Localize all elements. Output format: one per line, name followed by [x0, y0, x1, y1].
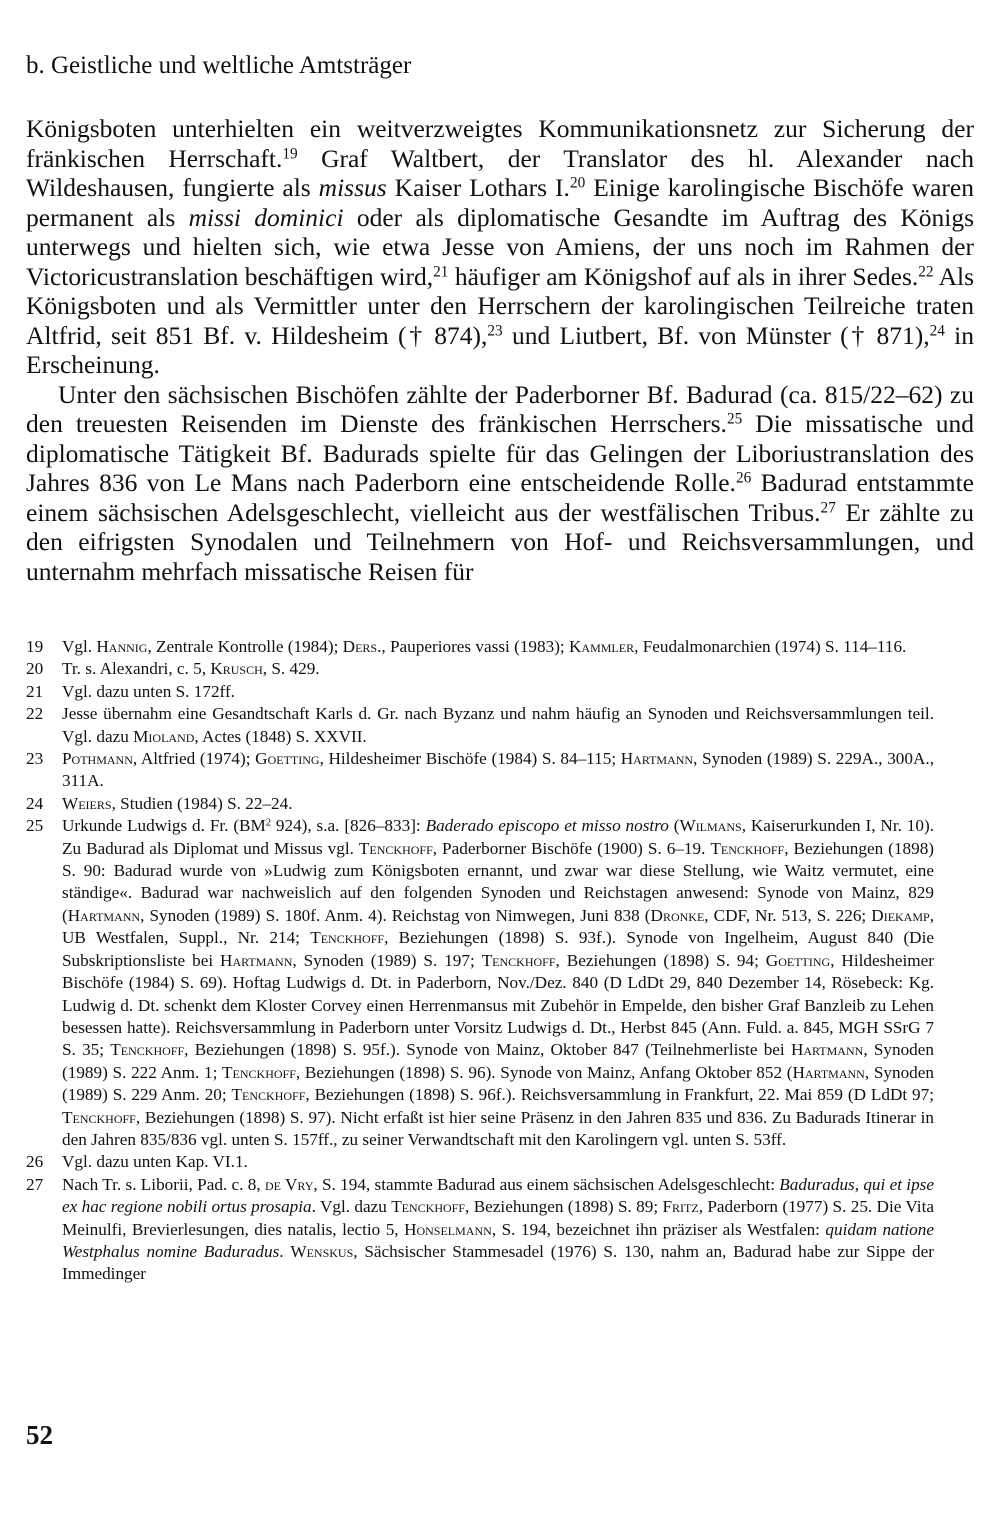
text-segment: Kaiser Lothars I. [386, 173, 570, 202]
footnote-ref-20[interactable]: 20 [569, 174, 586, 192]
footnote-ref-21[interactable]: 21 [433, 263, 449, 281]
author-name: Wenskus [290, 1241, 354, 1261]
footnote-ref-26[interactable]: 26 [735, 469, 752, 487]
footnote-20 [26, 658, 934, 680]
paragraph-1 [26, 114, 974, 380]
author-name: de Vry [264, 1174, 314, 1194]
author-name: Fritz [662, 1197, 699, 1217]
author-name: Tenckhoff [481, 950, 556, 970]
footnote-19 [26, 636, 934, 658]
text-segment: Die missatische und diplomatische Tätigkeit Bf. Badurads spielte für das Gelingen der Liboriustranslation des Jahres 836 von Le Mans nach Paderborn eine entscheidende Rolle. [26, 409, 974, 497]
main-text [26, 114, 974, 586]
author-name: Dronke [650, 905, 705, 925]
italic-term: missus [318, 173, 387, 202]
text-segment: in Erscheinung. [26, 320, 974, 379]
footnote-ref-19[interactable]: 19 [282, 145, 298, 163]
footnote-22 [26, 703, 934, 748]
author-name: Tenckhoff [310, 928, 385, 948]
text-segment: häufiger am Königshof auf als in ihrer Sedes. [448, 261, 919, 291]
footnote-text: Weiers, Studien (1984) S. 22–24. [62, 793, 293, 813]
footnote-number: 20 [26, 659, 44, 679]
footnote-text: Vgl. Hannig, Zentrale Kontrolle (1984); Ders., Pauperiores vassi (1983); Kammler, Feudalmonarchien (1974) S. 114–116. [62, 637, 907, 656]
paragraph-2 [26, 380, 974, 587]
text-segment: Badurad entstammte einem sächsischen Adelsgeschlecht, vielleicht aus der westfälischen Tribus. [26, 468, 974, 527]
footnote-26 [26, 1151, 934, 1173]
footnote-ref-22[interactable]: 22 [918, 263, 934, 281]
footnote-number: 26 [26, 1152, 44, 1172]
text-segment: Einige karolingische Bischöfe waren permanent als [26, 173, 974, 232]
footnote-25 [26, 815, 934, 1151]
author-name: Mioland [133, 726, 195, 746]
section-heading: b. Geistliche und weltliche Amtsträger [26, 52, 412, 79]
footnote-27 [26, 1174, 934, 1286]
author-name: Hartmann [67, 905, 141, 925]
author-name: Goetting [255, 749, 320, 769]
footnote-text: Urkunde Ludwigs d. Fr. ($BM^2$ 924), s.a. [826–833]: Baderado episcopo et misso nostro (Wilmans, Kaiserurkunden I, Nr. 10). Zu Badurad als Diplomat und Missus vgl. Tenckhoff, Paderborner Bischöfe (1900) S. 6–19. Tenckhoff, Beziehungen (1898) S. 90: Badurad wurde von »Ludwig zum Königsboten ernannt, und zwar war diese Stellung, wie Waitz vermutet, eine ständige«. Badurad war nachweislich auf den folgenden Synoden und Reichstagen anwesend: Synode von Mainz, 829 (Hartmann, Synoden (1989) S. 180f. Anm. 4). Reichstag von Nimwegen, Juni 838 (Dronke, CDF, Nr. 513, S. 226; Diekamp, UB Westfalen, Suppl., Nr. 214; Tenckhoff, Beziehungen (1898) S. 93f.). Synode von Ingelheim, August 840 (Die Subskriptionsliste bei Hartmann, Synoden (1989) S. 197; Tenckhoff, Beziehungen (1898) S. 94; Goetting, Hildesheimer Bischöfe (1984) S. 69). Hoftag Ludwigs d. Dt. in Paderborn, Nov./Dez. 840 (D LdDt 29, 840 Dezember 14, Rösebeck: Kg. Ludwig d. Dt. schenkt dem Kloster Corvey einen Herrenmansus mit Zubehör in Empelde, den bisher Graf Banzleib zu Lehen besessen hatte). Reichsversammlung in Paderborn unter Vorsitz Ludwigs d. Dt., Herbst 845 (Ann. Fuld. a. 845, MGH SSrG 7 S. 35; Tenckhoff, Beziehungen (1898) S. 95f.). Synode von Mainz, Oktober 847 (Teilnehmerliste bei Hartmann, Synoden (1989) S. 222 Anm. 1; Tenckhoff, Beziehungen (1898) S. 96). Synode von Mainz, Anfang Oktober 852 (Hartmann, Synoden (1989) S. 229 Anm. 20; Tenckhoff, Beziehungen (1898) S. 96f.). Reichsversammlung in Frankfurt, 22. Mai 859 (D LdDt 97; Tenckhoff, Beziehungen (1898) S. 97). Nicht erfaßt ist hier seine Präsenz in den Jahren 835 und 836. Zu Badurads Itinerar in den Jahren 835/836 vgl. unten S. 157ff., zu seiner Verwandtschaft mit den Karolingern vgl. unten S. 53ff. [62, 816, 935, 1149]
footnote-number: 23 [26, 749, 44, 769]
text-segment: Unter den sächsischen Bischöfen zählte der Paderborner Bf. Badurad (ca. 815/22–62) zu den treuesten Reisenden im Dienste des fränkischen Herrschers. [26, 379, 974, 438]
footnote-text: Pothmann, Altfried (1974); Goetting, Hildesheimer Bischöfe (1984) S. 84–115; Hartmann, Synoden (1989) S. 229A., 300A., 311A. [62, 749, 934, 791]
italic-term: missi dominici [188, 202, 344, 232]
latin-quote: quidam natione Westphalus nomine Baduradus [62, 1219, 934, 1261]
footnote-number: 24 [26, 793, 44, 813]
author-name: Diekamp [871, 905, 930, 925]
footnote-number: 22 [26, 704, 44, 724]
latin-quote: Baduradus, qui et ipse ex hac regione nobili ortus prosapia [62, 1174, 934, 1217]
author-name: Hartmann [792, 1062, 865, 1082]
footnote-text: Vgl. dazu unten Kap. VI.1. [62, 1152, 248, 1172]
footnote-text: Vgl. dazu unten S. 172ff. [62, 681, 235, 701]
author-name: Pothmann [62, 749, 133, 769]
author-name: Tenckhoff [62, 1107, 136, 1127]
author-name: Tenckhoff [231, 1085, 306, 1105]
text-segment: Graf Waltbert, der Translator des hl. Alexander nach Wildeshausen, fungierte als [26, 143, 974, 202]
author-name: Tenckhoff [358, 838, 433, 858]
author-name: Weiers [62, 793, 112, 813]
footnote-number: 27 [26, 1174, 44, 1194]
author-name: Ders. [342, 637, 382, 656]
text-segment: Königsboten unterhielten ein weitverzweigtes Kommunikationsnetz zur Sicherung der fränkischen Herrschaft. [26, 114, 974, 173]
author-name: Kammler [569, 637, 635, 656]
footnote-number: 25 [26, 816, 44, 836]
author-name: Tenckhoff [222, 1062, 296, 1082]
text-segment: und Liutbert, Bf. von Münster († 871), [502, 320, 930, 350]
footnote-text: Jesse übernahm eine Gesandtschaft Karls d. Gr. nach Byzanz und nahm häufig an Synoden und Reichsversammlungen teil. Vgl. dazu Mioland, Actes (1848) S. XXVII. [62, 704, 934, 746]
author-name: Goetting [765, 950, 831, 970]
footnote-text: Tr. s. Alexandri, c. 5, Krusch, S. 429. [62, 659, 320, 679]
footnotes [26, 636, 934, 1286]
author-name: Wilmans [679, 816, 742, 836]
author-name: Hartmann [790, 1040, 864, 1060]
footnote-ref-25[interactable]: 25 [726, 410, 743, 428]
footnote-23 [26, 748, 934, 793]
author-name: Honselmann [404, 1219, 492, 1239]
text-segment: oder als diplomatische Gesandte im Auftrag des Königs unterwegs und hielten sich, wie etwa Jesse von Amiens, der uns noch im Rahmen der Victoricustranslation beschäftigen wird, [26, 202, 975, 291]
footnote-ref-24[interactable]: 24 [929, 322, 945, 340]
author-name: Tenckhoff [710, 838, 785, 858]
author-name: Tenckhoff [391, 1197, 466, 1217]
text-segment: Er zählte zu den eifrigsten Synodalen und Teilnehmern von Hof- und Reichsversammlungen, und unternahm mehrfach missatische Reisen für [26, 497, 974, 586]
text-segment: Als Königsboten und als Vermittler unter den Herrschern der karolingischen Teilreiche traten Altfrid, seit 851 Bf. v. Hildesheim († 874), [26, 261, 974, 350]
latin-quote: Baderado episcopo et misso nostro [425, 816, 669, 836]
author-name: Hartmann [620, 749, 694, 769]
author-name: Tenckhoff [110, 1040, 185, 1060]
footnote-24 [26, 793, 934, 815]
page-number: 52 [26, 1420, 53, 1450]
footnote-number: 19 [26, 637, 44, 656]
author-name: Hannig [96, 637, 148, 656]
footnote-21 [26, 681, 934, 703]
footnote-ref-23[interactable]: 23 [487, 322, 503, 340]
footnote-ref-27[interactable]: 27 [820, 499, 836, 517]
footnote-text: Nach Tr. s. Liborii, Pad. c. 8, de Vry, S. 194, stammte Badurad aus einem sächsischen Adelsgeschlecht: Baduradus, qui et ipse ex hac regione nobili ortus prosapia. Vgl. dazu Tenckhoff, Beziehungen (1898) S. 89; Fritz, Paderborn (1977) S. 25. Die Vita Meinulfi, Brevierlesungen, dies natalis, lectio 5, Honselmann, S. 194, bezeichnet ihn präziser als Westfalen: quidam natione Westphalus nomine Baduradus. Wenskus, Sächsischer Stammesadel (1976) S. 130, nahm an, Badurad habe zur Sippe der Immedinger [62, 1174, 934, 1284]
author-name: Hartmann [220, 950, 293, 970]
author-name: Krusch [210, 659, 263, 679]
footnote-number: 21 [26, 681, 44, 701]
